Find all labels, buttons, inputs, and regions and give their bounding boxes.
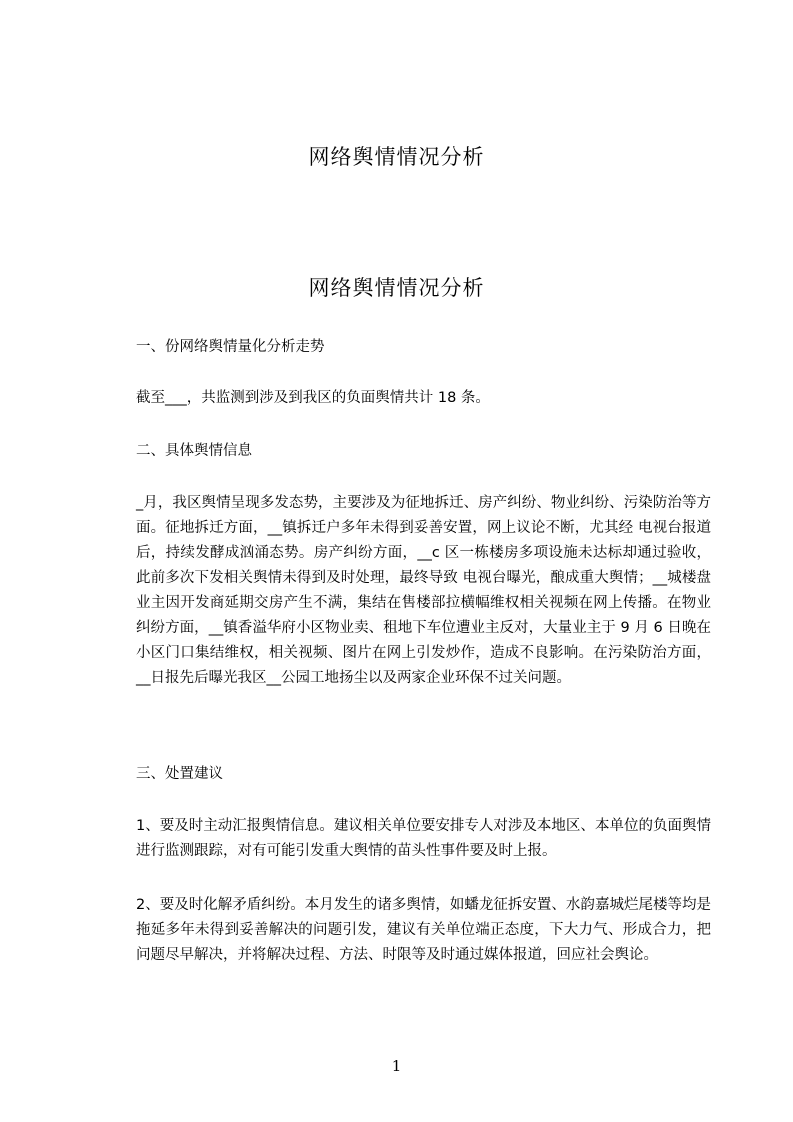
- document-title-main: 网络舆情情况分析: [308, 276, 485, 300]
- suggestion-2-paragraph: 2、要及时化解矛盾纠纷。本月发生的诸多舆情，如蟠龙征拆安置、水韵嘉城烂尾楼等均是拖延多年未得到妥善解决的问题引发，建议有关单位端正态度，下大力气、形成合力，把问题尽早解决，并将解决过程、方法、时限等及时通过媒体报道，回应社会舆论。: [136, 897, 711, 963]
- section1-text: 截至___，共监测到涉及到我区的负面舆情共计 18 条。: [136, 390, 490, 406]
- document-title-top: 网络舆情情况分析: [308, 145, 485, 169]
- section2-paragraph: _月，我区舆情呈现多发态势，主要涉及为征地拆迁、房产纠纷、物业纠纷、污染防治等方面。征地拆迁方面，__镇拆迁户多年未得到妥善安置，网上议论不断，尤其经 电视台报道后，持续发酵成汹涌态势。房产纠纷方面，__c 区一栋楼房多项设施未达标却通过验收，此前多次下发相关舆情未得到及时处理，最终导致 电视台曝光，酿成重大舆情；__城楼盘业主因开发商延期交房产生不满，集结在售楼部拉横幅维权相关视频在网上传播。在物业纠纷方面，__镇香溢华府小区物业卖、租地下车位遭业主反对，大量业主于 9 月 6 日晚在小区门口集结维权，相关视频、图片在网上引发炒作，造成不良影响。在污染防治方面，__日报先后曝光我区__公园工地扬尘以及两家企业环保不过关问题。: [136, 495, 711, 686]
- page-number: 1: [391, 1057, 402, 1075]
- section1-heading: 一、份网络舆情量化分析走势: [136, 339, 325, 355]
- suggestion-1-paragraph: 1、要及时主动汇报舆情信息。建议相关单位要安排专人对涉及本地区、本单位的负面舆情进行监测跟踪，对有可能引发重大舆情的苗头性事件要及时上报。: [136, 818, 711, 859]
- section2-heading: 二、具体舆情信息: [136, 443, 252, 459]
- section3-heading: 三、处置建议: [136, 766, 223, 782]
